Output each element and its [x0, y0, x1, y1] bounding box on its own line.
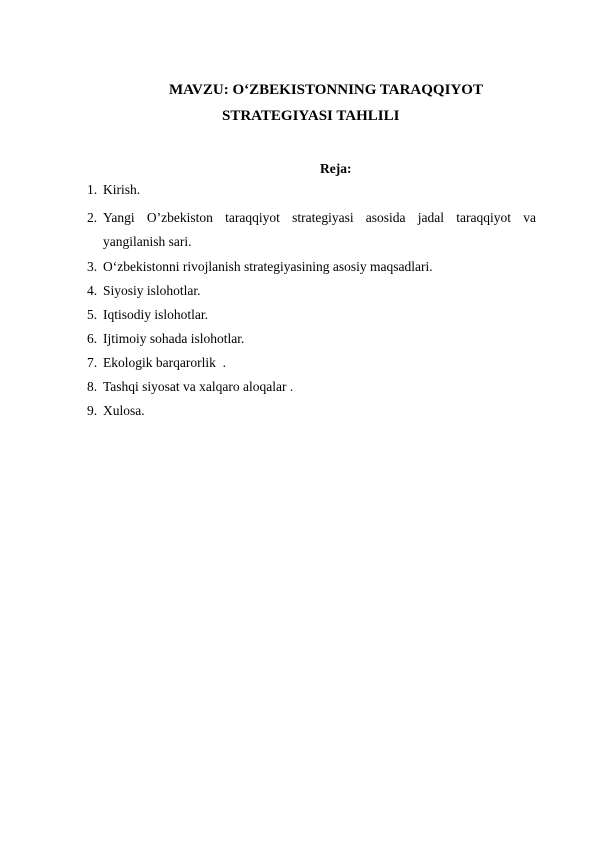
list-item-number: 5. — [87, 307, 98, 322]
document-title-line-2: STRATEGIYASI TAHLILI — [222, 108, 400, 124]
list-item-text: Xulosa. — [103, 403, 145, 418]
list-item-number: 6. — [87, 331, 98, 346]
list-item-text: yangilanish sari. — [103, 234, 192, 249]
list-item-number: 7. — [87, 355, 98, 370]
document-title-line-1: MAVZU: O‘ZBEKISTONNING TARAQQIYOT — [169, 82, 483, 98]
list-item-number: 9. — [87, 403, 98, 418]
list-item-number: 3. — [87, 259, 98, 274]
list-item-text: Siyosiy islohotlar. — [103, 283, 201, 298]
list-item-text: Kirish. — [103, 182, 141, 197]
list-item-text: Ijtimoiy sohada islohotlar. — [103, 331, 245, 346]
list-item-text: Yangi O’zbekiston taraqqiyot strategiyasi asosida jadal taraqqiyot va — [103, 210, 536, 225]
list-item-text: Iqtisodiy islohotlar. — [103, 307, 209, 322]
plan-heading: Reja: — [320, 161, 352, 176]
list-item-text: O‘zbekistonni rivojlanish strategiyasining asosiy maqsadlari. — [103, 259, 433, 274]
list-item-number: 8. — [87, 379, 98, 394]
list-item-number: 4. — [87, 283, 98, 298]
list-item-number: 1. — [87, 182, 98, 197]
list-item-text: Tashqi siyosat va xalqaro aloqalar . — [103, 379, 294, 394]
list-item-text: Ekologik barqarorlik . — [103, 355, 226, 370]
list-item-number: 2. — [87, 210, 98, 225]
